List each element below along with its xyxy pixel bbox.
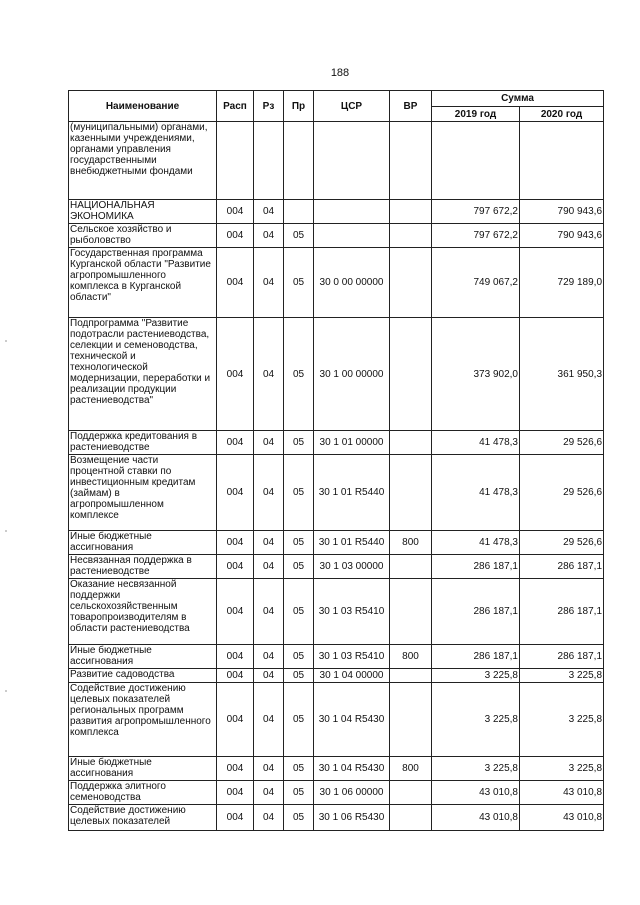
cell-2020: 286 187,1 [520, 645, 604, 669]
cell-vr: 800 [390, 645, 432, 669]
cell-rasp: 004 [217, 645, 254, 669]
table-row [69, 781, 604, 805]
cell-2019: 749 067,2 [432, 248, 520, 318]
cell-name: (муниципальными) органами, казенными учреждениями, органами управления государственными внебюджетными фондами [69, 122, 217, 200]
cell-vr [390, 224, 432, 248]
cell-rasp: 004 [217, 805, 254, 831]
cell-csr: 30 1 01 00000 [314, 431, 390, 455]
header-2019: 2019 год [432, 107, 520, 122]
cell-vr [390, 683, 432, 757]
cell-2020: 729 189,0 [520, 248, 604, 318]
cell-pr: 05 [284, 805, 314, 831]
table-row [69, 669, 604, 683]
cell-name: Возмещение части процентной ставки по инвестиционным кредитам (займам) в агропромышленном комплексе [69, 455, 217, 531]
table-row [69, 645, 604, 669]
cell-csr [314, 224, 390, 248]
table-row [69, 757, 604, 781]
cell-rz: 04 [254, 805, 284, 831]
cell-vr [390, 805, 432, 831]
table-row [69, 579, 604, 645]
cell-rasp [217, 122, 254, 200]
cell-name: Подпрограмма "Развитие подотрасли растениеводства, селекции и семеноводства, технической и технологической модернизации, переработки и реализации продукции растениеводства" [69, 318, 217, 431]
cell-name: Оказание несвязанной поддержки сельскохозяйственным товаропроизводителям в области растениеводства [69, 579, 217, 645]
cell-rz: 04 [254, 757, 284, 781]
cell-rz: 04 [254, 645, 284, 669]
cell-rz: 04 [254, 455, 284, 531]
cell-csr: 30 1 03 R5410 [314, 579, 390, 645]
cell-name: Иные бюджетные ассигнования [69, 645, 217, 669]
cell-rz: 04 [254, 431, 284, 455]
cell-vr [390, 669, 432, 683]
cell-csr: 30 0 00 00000 [314, 248, 390, 318]
cell-csr: 30 1 04 R5430 [314, 683, 390, 757]
cell-name: Содействие достижению целевых показателей региональных программ развития агропромышленного комплекса [69, 683, 217, 757]
cell-vr [390, 455, 432, 531]
cell-vr [390, 248, 432, 318]
cell-name: Поддержка элитного семеноводства [69, 781, 217, 805]
cell-2019: 3 225,8 [432, 757, 520, 781]
cell-rasp: 004 [217, 455, 254, 531]
cell-2019 [432, 122, 520, 200]
cell-vr [390, 200, 432, 224]
cell-rz [254, 122, 284, 200]
table-row [69, 248, 604, 318]
cell-pr: 05 [284, 579, 314, 645]
cell-2020: 286 187,1 [520, 555, 604, 579]
cell-pr: 05 [284, 248, 314, 318]
cell-2019: 373 902,0 [432, 318, 520, 431]
cell-rasp: 004 [217, 757, 254, 781]
header-vr: ВР [390, 91, 432, 122]
cell-rasp: 004 [217, 224, 254, 248]
cell-pr: 05 [284, 645, 314, 669]
cell-csr: 30 1 04 00000 [314, 669, 390, 683]
cell-2019: 286 187,1 [432, 645, 520, 669]
cell-2020: 790 943,6 [520, 200, 604, 224]
cell-name: НАЦИОНАЛЬНАЯ ЭКОНОМИКА [69, 200, 217, 224]
cell-rasp: 004 [217, 781, 254, 805]
cell-rz: 04 [254, 224, 284, 248]
cell-2020: 361 950,3 [520, 318, 604, 431]
cell-2020: 790 943,6 [520, 224, 604, 248]
table-row [69, 224, 604, 248]
cell-2019: 797 672,2 [432, 224, 520, 248]
cell-csr: 30 1 01 R5440 [314, 455, 390, 531]
cell-name: Иные бюджетные ассигнования [69, 531, 217, 555]
cell-2019: 286 187,1 [432, 555, 520, 579]
cell-rasp: 004 [217, 248, 254, 318]
cell-pr: 05 [284, 757, 314, 781]
table-row [69, 555, 604, 579]
table-row [69, 531, 604, 555]
cell-name: Государственная программа Курганской области "Развитие агропромышленного комплекса в Курганской области" [69, 248, 217, 318]
cell-2019: 286 187,1 [432, 579, 520, 645]
margin-mark [5, 690, 7, 692]
cell-pr: 05 [284, 683, 314, 757]
cell-name: Иные бюджетные ассигнования [69, 757, 217, 781]
cell-rz: 04 [254, 200, 284, 224]
table-row [69, 455, 604, 531]
cell-csr: 30 1 00 00000 [314, 318, 390, 431]
cell-name: Развитие садоводства [69, 669, 217, 683]
cell-csr: 30 1 06 00000 [314, 781, 390, 805]
cell-pr [284, 200, 314, 224]
cell-2020: 3 225,8 [520, 683, 604, 757]
cell-csr [314, 122, 390, 200]
table-row [69, 122, 604, 200]
margin-mark [5, 530, 7, 532]
cell-csr [314, 200, 390, 224]
cell-rasp: 004 [217, 531, 254, 555]
cell-2019: 797 672,2 [432, 200, 520, 224]
cell-rasp: 004 [217, 431, 254, 455]
cell-rasp: 004 [217, 683, 254, 757]
cell-name: Сельское хозяйство и рыболовство [69, 224, 217, 248]
cell-pr: 05 [284, 531, 314, 555]
cell-csr: 30 1 03 00000 [314, 555, 390, 579]
table-row [69, 805, 604, 831]
cell-pr: 05 [284, 669, 314, 683]
cell-rz: 04 [254, 248, 284, 318]
cell-2020: 29 526,6 [520, 455, 604, 531]
cell-2019: 41 478,3 [432, 431, 520, 455]
cell-vr [390, 555, 432, 579]
cell-pr [284, 122, 314, 200]
cell-pr: 05 [284, 781, 314, 805]
cell-pr: 05 [284, 431, 314, 455]
header-pr: Пр [284, 91, 314, 122]
cell-2020: 29 526,6 [520, 531, 604, 555]
cell-rz: 04 [254, 579, 284, 645]
cell-csr: 30 1 03 R5410 [314, 645, 390, 669]
cell-2019: 3 225,8 [432, 683, 520, 757]
cell-2020: 29 526,6 [520, 431, 604, 455]
header-rz: Рз [254, 91, 284, 122]
cell-rasp: 004 [217, 318, 254, 431]
header-2020: 2020 год [520, 107, 604, 122]
cell-csr: 30 1 01 R5440 [314, 531, 390, 555]
cell-2020: 3 225,8 [520, 669, 604, 683]
cell-2019: 43 010,8 [432, 805, 520, 831]
header-rasp: Расп [217, 91, 254, 122]
table-body [69, 122, 604, 831]
cell-vr [390, 122, 432, 200]
cell-rz: 04 [254, 531, 284, 555]
cell-rasp: 004 [217, 579, 254, 645]
page-number: 188 [330, 67, 350, 79]
cell-2019: 41 478,3 [432, 531, 520, 555]
cell-rz: 04 [254, 555, 284, 579]
cell-2020: 43 010,8 [520, 805, 604, 831]
header-csr: ЦСР [314, 91, 390, 122]
cell-pr: 05 [284, 224, 314, 248]
cell-pr: 05 [284, 555, 314, 579]
cell-pr: 05 [284, 318, 314, 431]
cell-rasp: 004 [217, 669, 254, 683]
header-sum: Сумма [432, 91, 604, 107]
cell-name: Поддержка кредитования в растениеводстве [69, 431, 217, 455]
cell-rz: 04 [254, 318, 284, 431]
cell-vr: 800 [390, 531, 432, 555]
table-row [69, 431, 604, 455]
cell-rasp: 004 [217, 555, 254, 579]
cell-2020: 286 187,1 [520, 579, 604, 645]
table-row [69, 200, 604, 224]
cell-vr [390, 431, 432, 455]
budget-table [68, 90, 604, 831]
cell-vr [390, 781, 432, 805]
cell-pr: 05 [284, 455, 314, 531]
margin-mark [5, 340, 7, 342]
cell-name: Несвязанная поддержка в растениеводстве [69, 555, 217, 579]
cell-csr: 30 1 04 R5430 [314, 757, 390, 781]
table-row [69, 683, 604, 757]
cell-2019: 41 478,3 [432, 455, 520, 531]
cell-rz: 04 [254, 669, 284, 683]
header-name: Наименование [69, 91, 217, 122]
cell-vr [390, 579, 432, 645]
cell-2020: 3 225,8 [520, 757, 604, 781]
cell-2019: 3 225,8 [432, 669, 520, 683]
table-row [69, 318, 604, 431]
cell-vr [390, 318, 432, 431]
cell-name: Содействие достижению целевых показателей [69, 805, 217, 831]
cell-2019: 43 010,8 [432, 781, 520, 805]
cell-csr: 30 1 06 R5430 [314, 805, 390, 831]
cell-2020: 43 010,8 [520, 781, 604, 805]
cell-2020 [520, 122, 604, 200]
cell-rz: 04 [254, 781, 284, 805]
cell-rz: 04 [254, 683, 284, 757]
cell-rasp: 004 [217, 200, 254, 224]
cell-vr: 800 [390, 757, 432, 781]
